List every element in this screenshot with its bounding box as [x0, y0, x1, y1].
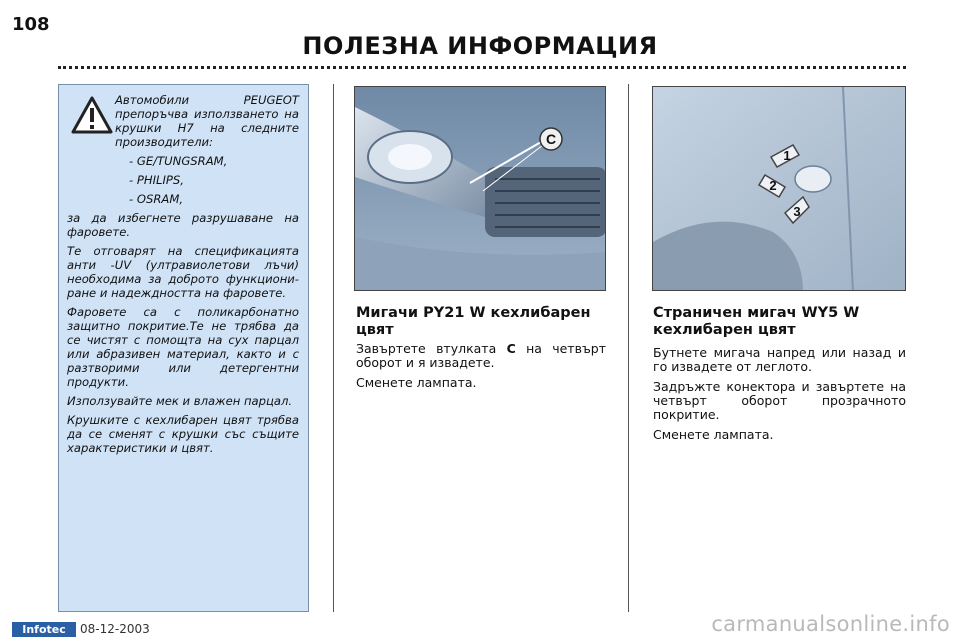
- warning-box: [58, 84, 309, 612]
- warning-paragraph: Крушките с кехлибарен цвят трябва да се сменят с крушки със същите характеристики и цвят.: [67, 413, 299, 455]
- photo-callout-3: 3: [793, 204, 801, 219]
- column-divider: [628, 84, 629, 612]
- infotec-logo: Infotec: [12, 622, 76, 637]
- warning-intro: Автомобили PEUGEOT препоръчва използването на крушки H7 на следните производители:: [115, 93, 299, 149]
- warning-paragraph: за да избегнете разрушаване на фаровете.: [67, 211, 299, 239]
- side-indicator-instructions: [653, 346, 906, 448]
- side-indicator-illustration: [653, 87, 906, 291]
- column-divider: [333, 84, 334, 612]
- side-indicator-step: Сменете лампата.: [653, 427, 774, 442]
- warning-text: [67, 93, 299, 460]
- front-indicator-instructions: [356, 342, 606, 396]
- side-indicator-title: Страничен мигач WY5 W кехлибарен цвят: [653, 305, 860, 338]
- front-indicator-step: Сменете лампата.: [356, 375, 477, 390]
- warning-paragraph: Използувайте мек и влажен парцал.: [67, 394, 293, 408]
- page-number: 108: [12, 14, 50, 35]
- warning-paragraph: Фаровете са с поликарбонатно защитно покритие.Те не трябва да се чистят с помощта на сух парцал или абразивен материал, както и с разтворими или детергентни продукти.: [67, 305, 299, 389]
- front-indicator-illustration: [355, 87, 606, 291]
- warning-paragraph: Те отговарят на спецификацията анти -UV (ултравиолетови лъчи) необходима за доброто функциони-ране и надеждността на фаровете.: [67, 244, 299, 300]
- page-title: ПОЛЕЗНА ИНФОРМАЦИЯ: [302, 32, 658, 60]
- bulb-brand: - PHILIPS,: [129, 173, 184, 187]
- front-indicator-photo: [354, 86, 606, 291]
- front-indicator-title: Мигачи PY21 W кехлибарен цвят: [356, 305, 591, 338]
- bulb-brand: - GE/TUNGSRAM,: [129, 154, 228, 168]
- side-indicator-step: Задръжте конектора и завъртете на четвърт оборот прозрачното покритие.: [653, 379, 906, 422]
- footer-date: 08-12-2003: [80, 622, 150, 636]
- photo-callout-c: C: [545, 131, 557, 147]
- photo-callout-1: 1: [783, 148, 791, 163]
- photo-callout-2: 2: [769, 178, 777, 193]
- bulb-brand-list: [67, 154, 299, 206]
- side-indicator-photo: [652, 86, 906, 291]
- side-indicator-step: Бутнете мигача напред или назад и го извадете от леглото.: [653, 345, 906, 374]
- socket-c-label: C: [506, 341, 516, 356]
- watermark: carmanualsonline.info: [711, 612, 950, 636]
- front-indicator-step: Завъртете втулката C на четвърт оборот и я извадете.: [356, 341, 606, 370]
- bulb-brand: - OSRAM,: [129, 192, 184, 206]
- title-divider: [58, 66, 906, 69]
